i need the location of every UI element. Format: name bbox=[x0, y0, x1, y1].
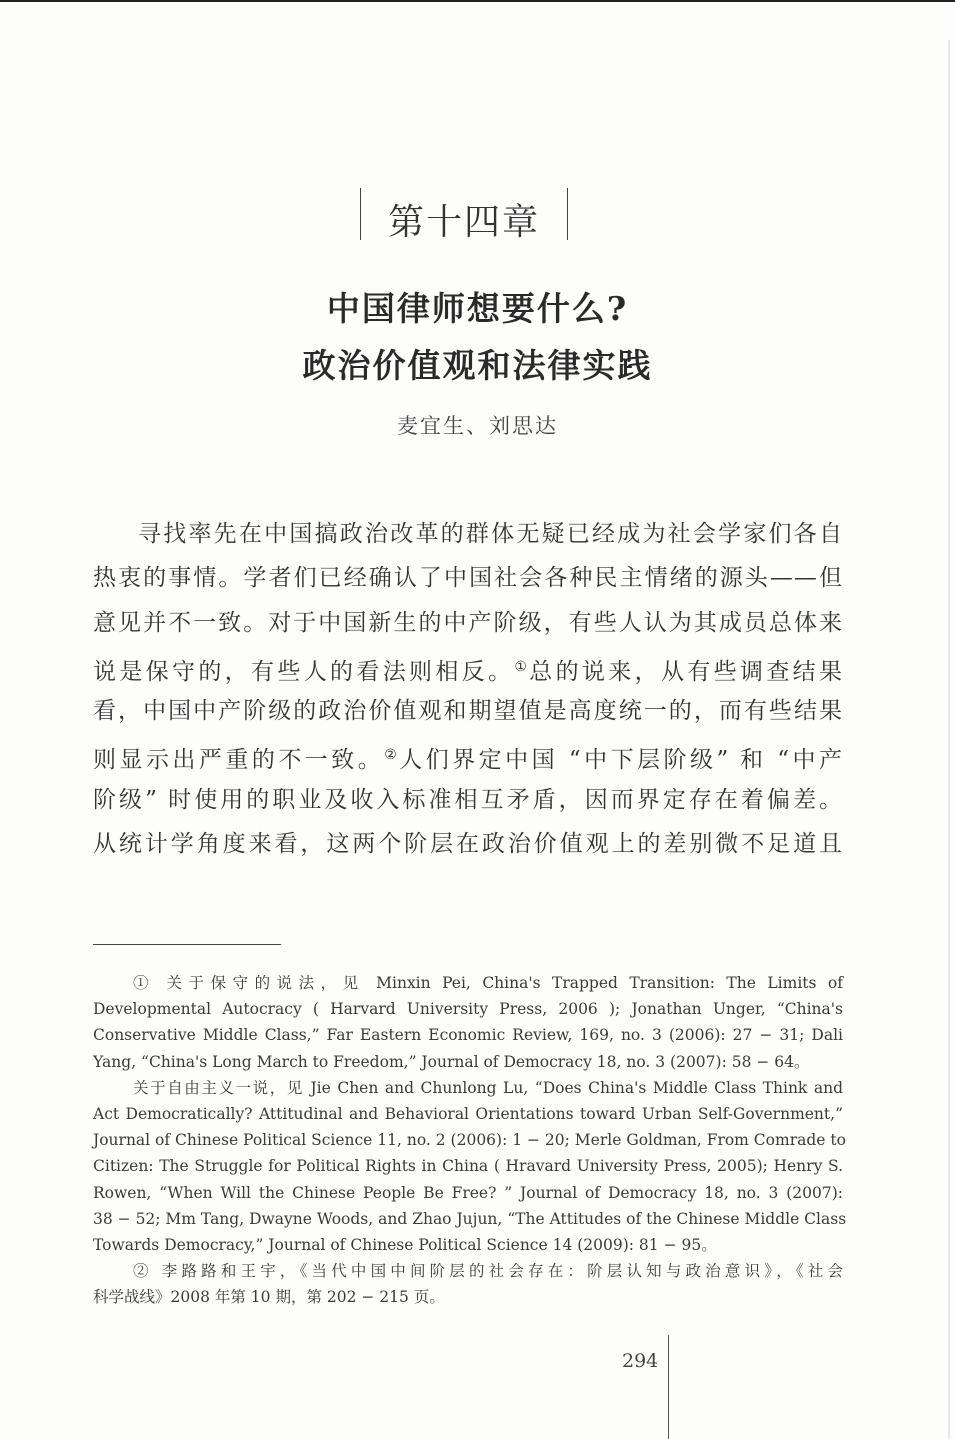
body-line: 热衷的事情。学者们已经确认了中国社会各种民主情绪的源头——但 bbox=[93, 565, 843, 592]
footnote-line: Yang, “China's Long March to Freedom,” Journal of Democracy 18, no. 3 (2007): 58 − 64。 bbox=[93, 1052, 810, 1071]
body-line: 寻找率先在中国搞政治改革的群体无疑已经成为社会学家们各自 bbox=[138, 521, 843, 547]
footnote-line: Towards Democracy,” Journal of Chinese Political Science 14 (2009): 81 − 95。 bbox=[93, 1235, 717, 1254]
footnote-separator bbox=[93, 944, 281, 945]
body-segment: 则显示出严重的不一致。 bbox=[93, 747, 385, 774]
footnote-line: Conservative Middle Class,” Far Eastern Economic Review, 169, no. 3 (2006): 27 − 31; Dali bbox=[93, 1026, 843, 1045]
body-line: 意见并不一致。对于中国新生的中产阶级，有些人认为其成员总体来 bbox=[93, 609, 843, 636]
body-line bbox=[93, 733, 843, 777]
chapter-title-line-2: 政治价值观和法律实践 bbox=[302, 346, 653, 385]
footnote-line: ① 关于保守的说法，见 Minxin Pei, China's Trapped Transition: The Limits of bbox=[133, 974, 843, 992]
footnote-line: 38 − 52; Mm Tang, Dwayne Woods, and Zhao Jujun, “The Attitudes of the Chinese Middle Class bbox=[93, 1209, 847, 1228]
footnote-line: ② 李路路和王宇，《当代中国中间阶层的社会存在：阶层认知与政治意识》，《社会 bbox=[133, 1262, 843, 1281]
chapter-right-bar bbox=[567, 188, 568, 240]
page-number: 294 bbox=[622, 1350, 659, 1372]
top-border-rule bbox=[0, 0, 955, 2]
page-number-rule bbox=[668, 1335, 669, 1439]
page-edge-shadow bbox=[948, 40, 950, 1439]
body-segment: 总的说来，从有些调查结果 bbox=[529, 658, 844, 685]
body-segment: 人们界定中国 “中下层阶级” 和 “中产 bbox=[399, 747, 843, 774]
chapter-title-line-1: 中国律师想要什么? bbox=[326, 289, 629, 328]
footnote-line: 科学战线》2008 年第 10 期，第 202 − 215 页。 bbox=[93, 1288, 445, 1307]
chapter-label: 第十四章 bbox=[387, 202, 540, 243]
footnote-line: Developmental Autocracy ( Harvard University Press, 2006 ); Jonathan Unger, “China's bbox=[93, 1000, 843, 1019]
body-line: 阶级” 时使用的职业及收入标准相互矛盾，因而界定存在着偏差。 bbox=[93, 786, 843, 813]
footnote-line: Rowen, “When Will the Chinese People Be Free? ” Journal of Democracy 18, no. 3 (2007): bbox=[93, 1183, 843, 1202]
footnote-line: Citizen: The Struggle for Political Rights in China ( Hravard University Press, 2005); Henry S. bbox=[93, 1157, 843, 1176]
body-line: 看，中国中产阶级的政治价值观和期望值是高度统一的，而有些结果 bbox=[93, 698, 843, 725]
footnotes bbox=[93, 970, 847, 1310]
body-segment: 说是保守的，有些人的看法则相反。 bbox=[93, 658, 515, 685]
footnote-ref-1[interactable]: ① bbox=[514, 658, 530, 675]
footnote-line: Act Democratically? Attitudinal and Behavioral Orientations toward Urban Self-Government,” bbox=[93, 1104, 843, 1123]
authors: 麦宜生、刘思达 bbox=[397, 414, 558, 438]
footnote-line: Journal of Chinese Political Science 11, no. 2 (2006): 1 − 20; Merle Goldman, From Comrade to bbox=[93, 1131, 846, 1150]
body-line bbox=[93, 645, 843, 689]
body-line: 从统计学角度来看，这两个阶层在政治价值观上的差别微不足道且 bbox=[93, 831, 843, 858]
footnote-ref-2[interactable]: ② bbox=[384, 747, 400, 764]
body-text bbox=[93, 512, 843, 866]
chapter-heading-box bbox=[360, 188, 568, 243]
footnote-line: 关于自由主义一说，见 Jie Chen and Chunlong Lu, “Does China's Middle Class Think and bbox=[133, 1078, 843, 1097]
